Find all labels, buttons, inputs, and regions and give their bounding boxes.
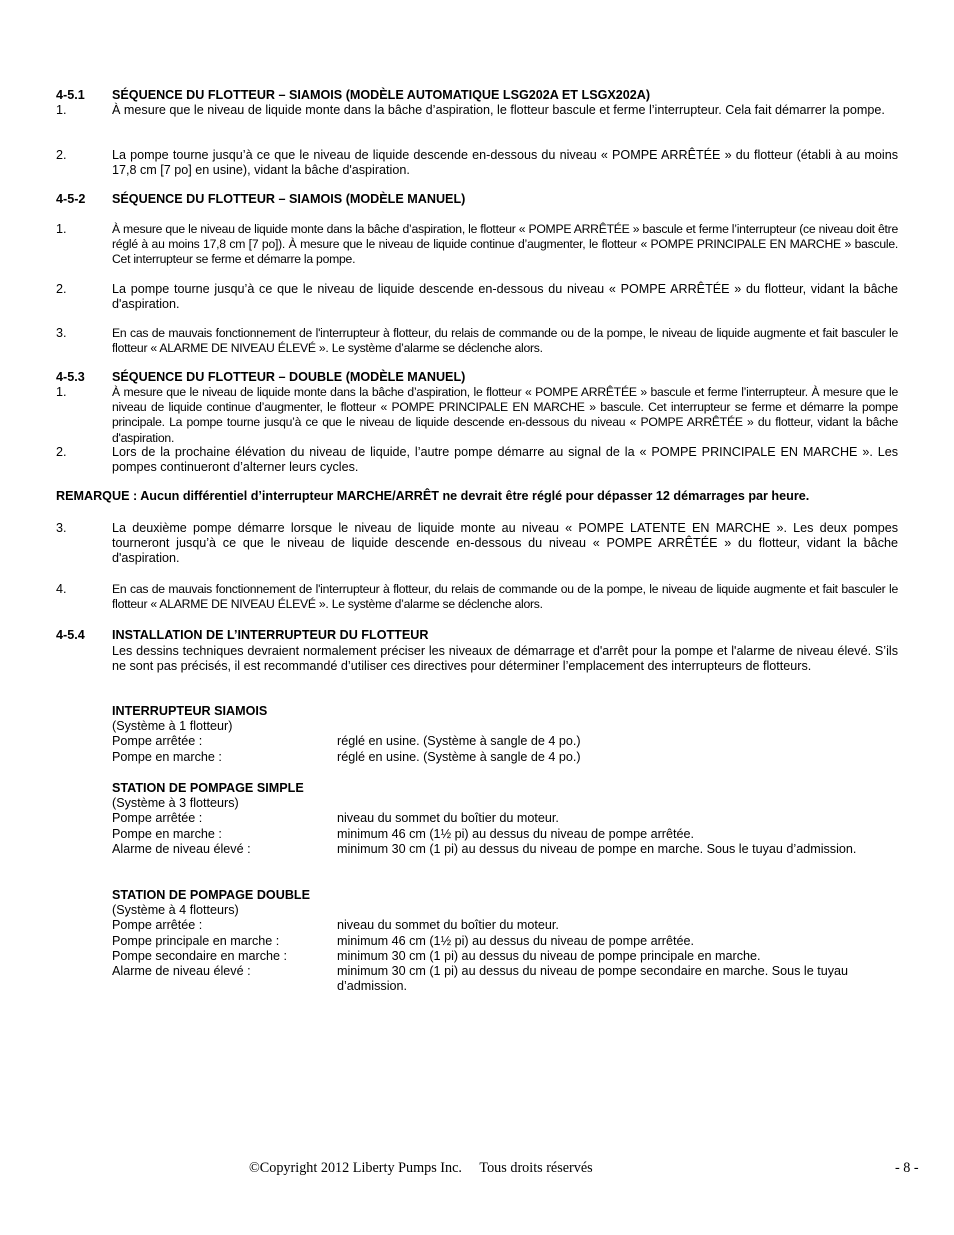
setting-label: Pompe principale en marche : (112, 933, 280, 948)
list-number: 2. (56, 445, 67, 459)
float-group-simple (112, 781, 898, 857)
list-item-text: La pompe tourne jusqu’à ce que le niveau de liquide descende en-dessous du niveau « POMPE ARRÊTÉE » du flotteur, vidant la bâche d'aspiration. (112, 282, 898, 312)
list-number: 4. (56, 582, 67, 596)
group-subtitle: (Système à 3 flotteurs) (112, 796, 239, 811)
list-item-text: La pompe tourne jusqu’à ce que le niveau de liquide descende en-dessous du niveau « POMPE ARRÊTÉE » du flotteur (établi à au moins 17,8 cm [7 po] en usine), vidant la bâche d'aspiration. (112, 148, 898, 178)
setting-row (112, 949, 898, 964)
section-heading-4-5-4 (56, 628, 428, 643)
section-number: 4-5.4 (56, 628, 85, 642)
section-heading-4-5-3 (56, 370, 465, 385)
group-title: STATION DE POMPAGE SIMPLE (112, 781, 304, 795)
setting-row (112, 934, 898, 949)
setting-label: Pompe arrêtée : (112, 918, 203, 933)
list-item-text: En cas de mauvais fonctionnement de l'interrupteur à flotteur, du relais de commande ou de la pompe, le niveau de liquide augmente et fait basculer le flotteur « ALARME DE NIVEAU ÉLEVÉ ». Le système d’alarme se déclenche alors. (112, 326, 898, 356)
section-title: SÉQUENCE DU FLOTTEUR – SIAMOIS (MODÈLE MANUEL) (112, 192, 466, 206)
section-title: SÉQUENCE DU FLOTTEUR – DOUBLE (MODÈLE MANUEL) (112, 370, 466, 384)
setting-row (112, 827, 898, 842)
list-item-text: À mesure que le niveau de liquide monte dans la bâche d’aspiration, le flotteur « POMPE ARRÊTÉE » bascule et ferme l’interrupteur (ce niveau doit être réglé à au moins 17,8 cm [7 po]). À mesure que le niveau de liquide continue d’augmenter, le flotteur « POMPE PRINCIPALE EN MARCHE » bascule. Cet interrupteur se ferme et démarre la pompe. (112, 222, 898, 267)
section-intro: Les dessins techniques devraient normalement préciser les niveaux de démarrage et d'arrêt pour la pompe et l'alarme de niveau élevé. S’ils ne sont pas précisés, il est recommandé d’utiliser ces directives pour déterminer l’emplacement des interrupteurs de flotteurs. (112, 644, 898, 674)
setting-row (112, 918, 898, 933)
list-number: 1. (56, 103, 67, 117)
setting-label: Pompe en marche : (112, 826, 222, 841)
list-item-text: Lors de la prochaine élévation du niveau de liquide, l’autre pompe démarre au signal de la « POMPE PRINCIPALE EN MARCHE ». Les pompes continueront d’alterner leurs cycles. (112, 445, 898, 475)
list-item-text: La deuxième pompe démarre lorsque le niveau de liquide monte au niveau « POMPE LATENTE EN MARCHE ». Les deux pompes tourneront jusqu’à ce que le niveau de liquide descende en-dessous du niveau « POMPE ARRÊTÉE » du flotteur, vidant la bâche d'aspiration. (112, 521, 898, 566)
group-subtitle: (Système à 1 flotteur) (112, 719, 233, 734)
setting-value: réglé en usine. (Système à sangle de 4 po.) (337, 749, 581, 764)
section-number: 4-5.3 (56, 370, 85, 384)
float-group-siamois (112, 704, 898, 765)
setting-value: minimum 46 cm (1½ pi) au dessus du niveau de pompe arrêtée. (337, 933, 695, 948)
setting-value: minimum 46 cm (1½ pi) au dessus du niveau de pompe arrêtée. (337, 826, 695, 841)
setting-row (112, 964, 898, 994)
list-number: 3. (56, 326, 67, 340)
list-item-text: À mesure que le niveau de liquide monte dans la bâche d’aspiration, le flotteur « POMPE ARRÊTÉE » bascule et ferme l’interrupteur. À mesure que le niveau de liquide continue d’augmenter, le flotteur « POMPE PRINCIPALE EN MARCHE » bascule. Cet interrupteur se ferme et démarre la pompe principale. La pompe tourne jusqu’à ce que le niveau de liquide descende en-dessous du niveau « POMPE ARRÊTÉE » du flotteur, vidant la bâche d'aspiration. (112, 385, 898, 445)
setting-label: Alarme de niveau élevé : (112, 841, 251, 856)
setting-row (112, 734, 898, 749)
setting-value: minimum 30 cm (1 pi) au dessus du niveau de pompe principale en marche. (337, 948, 761, 963)
list-item-text: À mesure que le niveau de liquide monte dans la bâche d’aspiration, le flotteur bascule et ferme l’interrupteur. Cela fait démarrer la pompe. (112, 103, 885, 117)
section-number: 4-5-2 (56, 192, 86, 206)
setting-label: Pompe arrêtée : (112, 734, 203, 749)
setting-label: Pompe arrêtée : (112, 811, 203, 826)
section-heading-4-5-1 (56, 88, 650, 103)
section-title: SÉQUENCE DU FLOTTEUR – SIAMOIS (MODÈLE AUTOMATIQUE LSG202A ET LSGX202A) (112, 88, 651, 102)
setting-row (112, 842, 898, 857)
setting-value: minimum 30 cm (1 pi) au dessus du niveau de pompe secondaire en marche. Sous le tuyau d’admission. (337, 964, 849, 994)
setting-label: Pompe en marche : (112, 749, 222, 764)
remark-note: REMARQUE : Aucun différentiel d’interrupteur MARCHE/ARRÊT ne devrait être réglé pour dépasser 12 démarrages par heure. (56, 489, 810, 503)
list-number: 1. (56, 222, 67, 236)
footer-page-number: - 8 - (895, 1160, 919, 1176)
section-heading-4-5-2 (56, 192, 465, 207)
setting-label: Alarme de niveau élevé : (112, 964, 251, 979)
section-title: INSTALLATION DE L’INTERRUPTEUR DU FLOTTEUR (112, 628, 429, 642)
list-number: 2. (56, 282, 67, 296)
list-number: 1. (56, 385, 67, 399)
setting-value: niveau du sommet du boîtier du moteur. (337, 918, 559, 933)
setting-row (112, 750, 898, 765)
setting-value: réglé en usine. (Système à sangle de 4 po.) (337, 734, 581, 749)
group-title: STATION DE POMPAGE DOUBLE (112, 888, 311, 902)
list-number: 2. (56, 148, 67, 162)
group-subtitle: (Système à 4 flotteurs) (112, 903, 239, 918)
list-item-text: En cas de mauvais fonctionnement de l'interrupteur à flotteur, du relais de commande ou de la pompe, le niveau de liquide augmente et fait basculer le flotteur « ALARME DE NIVEAU ÉLEVÉ ». Le système d’alarme se déclenche alors. (112, 582, 898, 612)
float-group-double (112, 888, 898, 994)
group-title: INTERRUPTEUR SIAMOIS (112, 704, 268, 718)
setting-value: minimum 30 cm (1 pi) au dessus du niveau de pompe en marche. Sous le tuyau d’admission. (337, 841, 857, 856)
list-number: 3. (56, 521, 67, 535)
setting-value: niveau du sommet du boîtier du moteur. (337, 811, 559, 826)
section-number: 4-5.1 (56, 88, 85, 102)
setting-label: Pompe secondaire en marche : (112, 948, 288, 963)
setting-row (112, 811, 898, 826)
footer-copyright: ©Copyright 2012 Liberty Pumps Inc. Tous droits réservés (249, 1160, 593, 1176)
